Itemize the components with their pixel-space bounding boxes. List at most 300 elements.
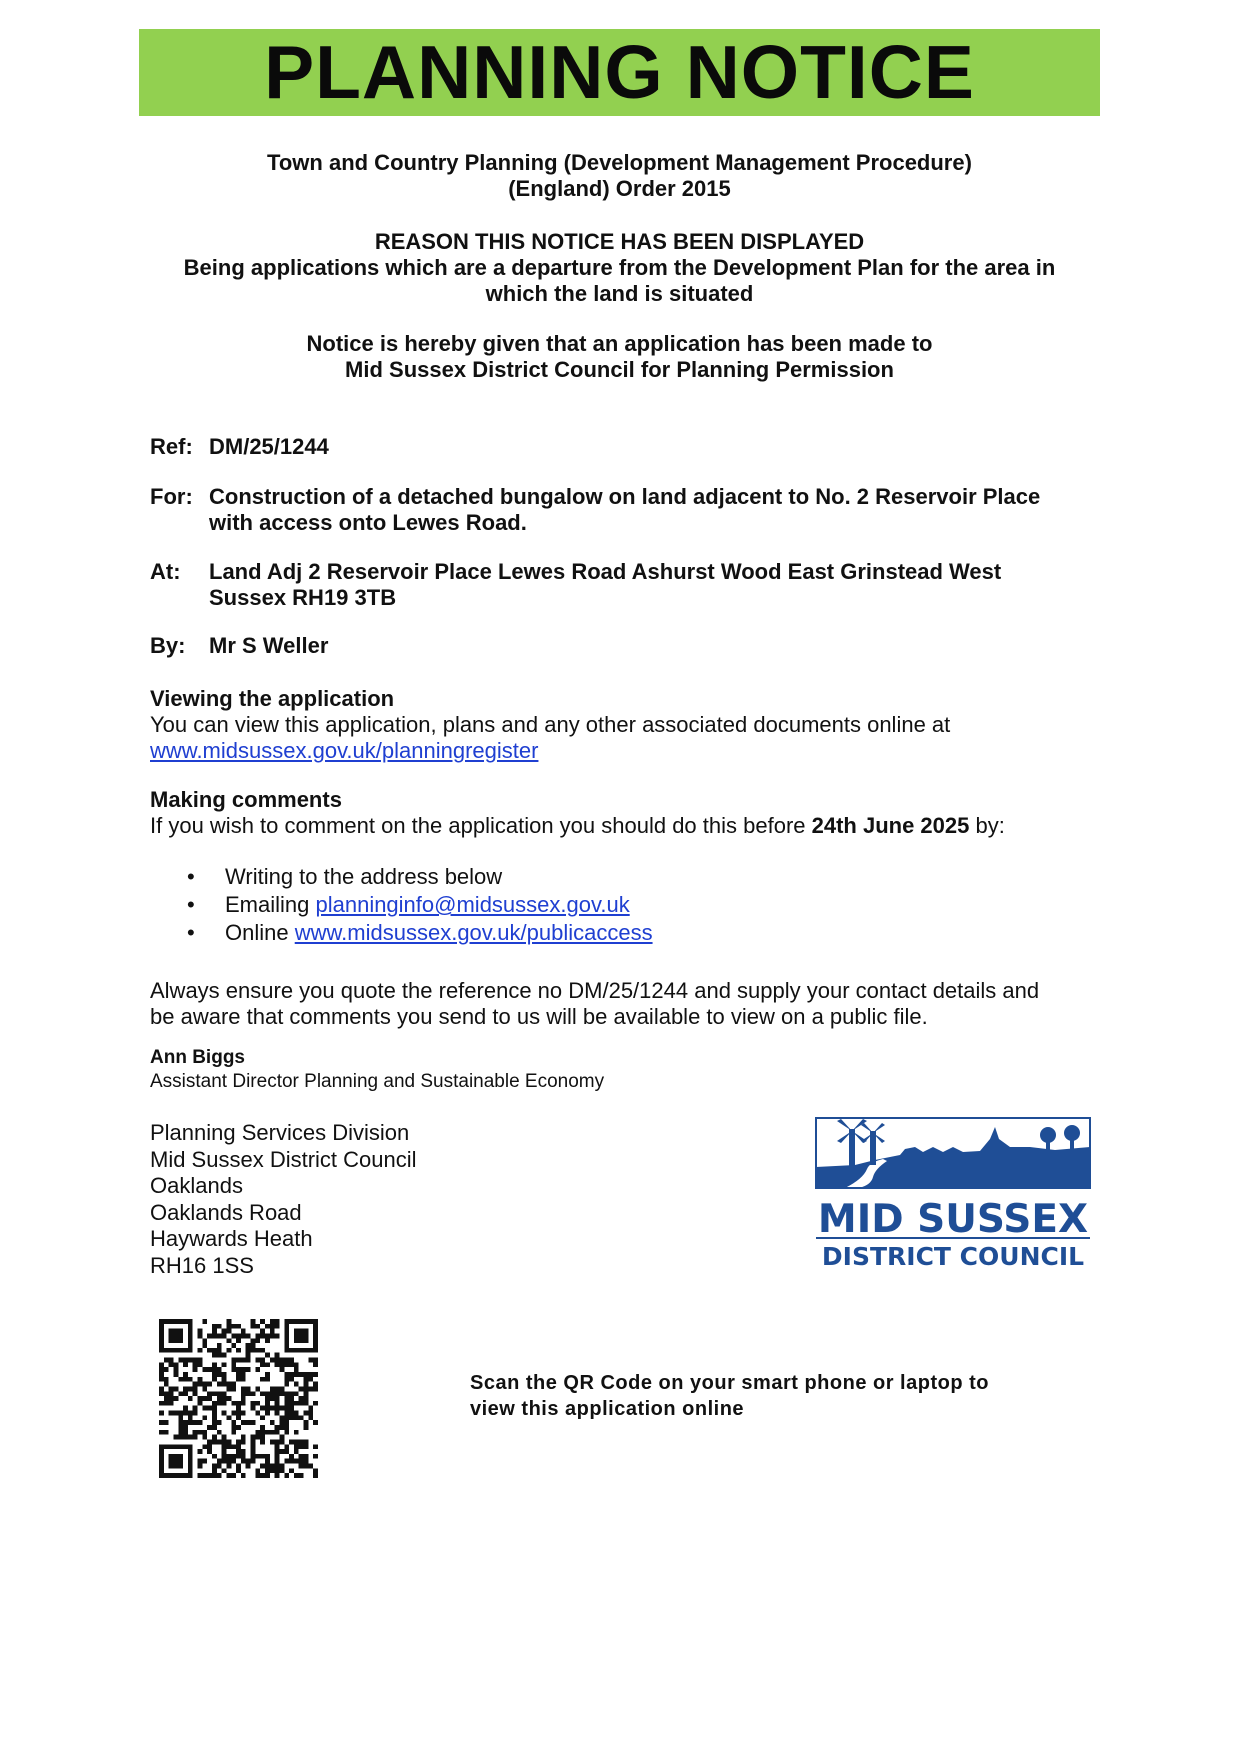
qr-module: [222, 1333, 227, 1338]
qr-module: [279, 1415, 284, 1420]
qr-module: [275, 1362, 280, 1367]
qr-module: [164, 1367, 169, 1372]
qr-module: [231, 1425, 236, 1430]
qr-module: [241, 1454, 246, 1459]
qr-module: [304, 1401, 309, 1406]
qr-module: [198, 1420, 203, 1425]
qr-module: [284, 1415, 289, 1420]
qr-module: [308, 1372, 313, 1377]
qr-module: [164, 1420, 169, 1425]
planning-register-link[interactable]: www.midsussex.gov.uk/planningregister: [150, 738, 539, 763]
qr-module: [275, 1468, 280, 1473]
qr-module: [265, 1353, 270, 1358]
qr-module: [241, 1329, 246, 1334]
address-line: Haywards Heath: [150, 1226, 313, 1251]
qr-module: [217, 1391, 222, 1396]
qr-module: [198, 1362, 203, 1367]
qr-module: [236, 1358, 241, 1363]
qr-module: [275, 1430, 280, 1435]
qr-module: [212, 1425, 217, 1430]
qr-module: [289, 1468, 294, 1473]
qr-module: [169, 1401, 174, 1406]
qr-module: [275, 1439, 280, 1444]
qr-module: [304, 1420, 309, 1425]
qr-module: [284, 1372, 289, 1377]
qr-module: [275, 1353, 280, 1358]
qr-module: [279, 1468, 284, 1473]
qr-module: [313, 1454, 318, 1459]
qr-module: [275, 1358, 280, 1363]
qr-module: [284, 1449, 289, 1454]
logo-line-2: DISTRICT COUNCIL: [821, 1242, 1085, 1269]
qr-module: [212, 1372, 217, 1377]
qr-module: [260, 1454, 265, 1459]
qr-module: [198, 1464, 203, 1469]
qr-module: [193, 1411, 198, 1416]
qr-module: [222, 1439, 227, 1444]
ref-value: DM/25/1244: [209, 434, 329, 459]
address-line: Oaklands Road: [150, 1199, 302, 1225]
qr-module: [304, 1396, 309, 1401]
qr-module: [284, 1391, 289, 1396]
qr-module: [275, 1396, 280, 1401]
reason-heading: REASON THIS NOTICE HAS BEEN DISPLAYED: [374, 229, 865, 254]
qr-module: [188, 1415, 193, 1420]
qr-module: [246, 1367, 251, 1372]
qr-module: [299, 1401, 304, 1406]
qr-module: [193, 1362, 198, 1367]
qr-module: [270, 1439, 275, 1444]
qr-module: [231, 1444, 236, 1449]
qr-module: [304, 1464, 309, 1469]
qr-module: [294, 1367, 299, 1372]
qr-module: [255, 1338, 260, 1343]
qr-module: [284, 1444, 289, 1449]
qr-module: [183, 1358, 188, 1363]
qr-module: [275, 1459, 280, 1464]
qr-module: [226, 1324, 231, 1329]
qr-module: [169, 1396, 174, 1401]
qr-module: [212, 1439, 217, 1444]
qr-module: [255, 1435, 260, 1440]
qr-module: [212, 1362, 217, 1367]
qr-module: [226, 1319, 231, 1324]
qr-module: [279, 1362, 284, 1367]
qr-module: [212, 1333, 217, 1338]
qr-module: [255, 1324, 260, 1329]
qr-module: [251, 1348, 256, 1353]
qr-module: [202, 1459, 207, 1464]
qr-module: [260, 1406, 265, 1411]
qr-module: [275, 1454, 280, 1459]
notice-line-1: Notice is hereby given that an application has been made to: [306, 331, 933, 356]
reason-line-1: Being applications which are a departure from the Development Plan for the area in: [183, 255, 1056, 280]
viewing-heading: Viewing the application: [150, 686, 395, 711]
qr-module: [255, 1333, 260, 1338]
qr-module: [265, 1372, 270, 1377]
qr-module: [222, 1468, 227, 1473]
qr-module: [164, 1377, 169, 1382]
qr-module: [202, 1430, 207, 1435]
qr-module: [222, 1362, 227, 1367]
qr-module: [226, 1415, 231, 1420]
qr-module: [308, 1358, 313, 1363]
qr-module: [207, 1396, 212, 1401]
qr-module: [207, 1449, 212, 1454]
qr-module: [299, 1473, 304, 1478]
qr-module: [265, 1430, 270, 1435]
qr-module: [304, 1454, 309, 1459]
qr-module: [222, 1435, 227, 1440]
qr-module: [231, 1362, 236, 1367]
qr-module: [159, 1430, 164, 1435]
qr-module: [265, 1338, 270, 1343]
qr-module: [246, 1420, 251, 1425]
qr-module: [217, 1343, 222, 1348]
bullet-text: Emailing: [225, 892, 316, 917]
qr-module: [198, 1396, 203, 1401]
qr-module: [260, 1358, 265, 1363]
qr-module: [255, 1411, 260, 1416]
reason-line-2: which the land is situated: [485, 281, 754, 306]
qr-module: [255, 1454, 260, 1459]
qr-module: [231, 1411, 236, 1416]
qr-module: [188, 1386, 193, 1391]
qr-module: [270, 1319, 275, 1324]
qr-module: [260, 1435, 265, 1440]
notice-title: PLANNING NOTICE: [264, 30, 975, 114]
qr-module: [222, 1459, 227, 1464]
qr-module: [236, 1372, 241, 1377]
qr-module: [260, 1430, 265, 1435]
qr-module: [217, 1367, 222, 1372]
qr-module: [241, 1420, 246, 1425]
qr-module: [289, 1391, 294, 1396]
email-link[interactable]: planninginfo@midsussex.gov.uk: [315, 892, 630, 917]
qr-module: [270, 1406, 275, 1411]
qr-module: [202, 1382, 207, 1387]
reminder-line-1: Always ensure you quote the reference no DM/25/1244 and supply your contact details and: [150, 978, 1040, 1003]
qr-module: [217, 1473, 222, 1478]
qr-module: [226, 1386, 231, 1391]
qr-module: [299, 1386, 304, 1391]
qr-module: [251, 1401, 256, 1406]
qr-module: [251, 1406, 256, 1411]
qr-module: [212, 1348, 217, 1353]
qr-module: [308, 1415, 313, 1420]
ref-row: [150, 434, 1080, 460]
qr-module: [231, 1358, 236, 1363]
qr-module: [236, 1401, 241, 1406]
qr-module: [222, 1372, 227, 1377]
qr-module: [304, 1444, 309, 1449]
qr-module: [226, 1464, 231, 1469]
qr-module: [222, 1382, 227, 1387]
qr-module: [294, 1444, 299, 1449]
qr-module: [212, 1464, 217, 1469]
legislation-line-2: (England) Order 2015: [508, 176, 731, 201]
qr-module: [212, 1406, 217, 1411]
comment-methods-list: [150, 863, 653, 947]
trees-icon: [1040, 1125, 1080, 1151]
qr-module: [308, 1377, 313, 1382]
qr-module: [275, 1386, 280, 1391]
qr-module: [313, 1420, 318, 1425]
qr-module: [246, 1391, 251, 1396]
public-access-link[interactable]: www.midsussex.gov.uk/publicaccess: [294, 920, 653, 945]
qr-module: [188, 1411, 193, 1416]
comments-heading: Making comments: [150, 787, 342, 812]
qr-module: [265, 1396, 270, 1401]
qr-module: [255, 1401, 260, 1406]
qr-module: [289, 1372, 294, 1377]
qr-module: [193, 1406, 198, 1411]
qr-module: [241, 1377, 246, 1382]
qr-module: [159, 1367, 164, 1372]
qr-module: [217, 1420, 222, 1425]
qr-module: [255, 1358, 260, 1363]
qr-module: [289, 1358, 294, 1363]
qr-module: [173, 1372, 178, 1377]
qr-module: [284, 1362, 289, 1367]
qr-module: [173, 1411, 178, 1416]
address-line: Oaklands: [150, 1173, 243, 1198]
at-label: At:: [150, 559, 181, 584]
qr-module: [183, 1406, 188, 1411]
qr-module: [289, 1401, 294, 1406]
qr-module: [222, 1401, 227, 1406]
qr-module: [198, 1333, 203, 1338]
address-line: RH16 1SS: [150, 1252, 254, 1278]
qr-module: [212, 1329, 217, 1334]
qr-module: [159, 1401, 164, 1406]
comments-text-after: by:: [969, 813, 1005, 838]
qr-module: [265, 1324, 270, 1329]
signature-block: [150, 1046, 604, 1094]
qr-module: [198, 1459, 203, 1464]
qr-module: [313, 1468, 318, 1473]
qr-module: [251, 1324, 256, 1329]
qr-module: [207, 1425, 212, 1430]
qr-module: [169, 1362, 174, 1367]
qr-module: [207, 1391, 212, 1396]
qr-module: [178, 1377, 183, 1382]
qr-module: [236, 1348, 241, 1353]
qr-module: [202, 1415, 207, 1420]
qr-module: [294, 1372, 299, 1377]
qr-module: [193, 1367, 198, 1372]
qr-module: [289, 1406, 294, 1411]
qr-module: [313, 1372, 318, 1377]
qr-module: [183, 1435, 188, 1440]
qr-module: [183, 1386, 188, 1391]
qr-module: [313, 1362, 318, 1367]
qr-module: [183, 1391, 188, 1396]
qr-module: [226, 1329, 231, 1334]
qr-module: [265, 1401, 270, 1406]
qr-module: [217, 1333, 222, 1338]
qr-module: [275, 1333, 280, 1338]
qr-module: [270, 1468, 275, 1473]
qr-module: [299, 1415, 304, 1420]
qr-module: [231, 1333, 236, 1338]
qr-module: [294, 1439, 299, 1444]
qr-module: [164, 1358, 169, 1363]
qr-module: [241, 1372, 246, 1377]
qr-module: [188, 1435, 193, 1440]
qr-module: [193, 1430, 198, 1435]
qr-module: [299, 1454, 304, 1459]
qr-module: [270, 1464, 275, 1469]
qr-module: [270, 1396, 275, 1401]
address-line: Mid Sussex District Council: [150, 1146, 417, 1172]
qr-module: [289, 1396, 294, 1401]
qr-module: [275, 1319, 280, 1324]
qr-module: [294, 1430, 299, 1435]
qr-module: [241, 1358, 246, 1363]
qr-module: [304, 1459, 309, 1464]
qr-module: [241, 1411, 246, 1416]
qr-module: [222, 1329, 227, 1334]
qr-module: [236, 1449, 241, 1454]
qr-module: [202, 1473, 207, 1478]
qr-module: [294, 1415, 299, 1420]
qr-module: [275, 1324, 280, 1329]
qr-module: [251, 1420, 256, 1425]
qr-module: [241, 1386, 246, 1391]
address-line: Planning Services Division: [150, 1120, 410, 1145]
qr-module: [193, 1382, 198, 1387]
qr-module: [284, 1420, 289, 1425]
qr-module: [207, 1367, 212, 1372]
qr-module: [217, 1464, 222, 1469]
qr-module: [289, 1454, 294, 1459]
viewing-text: You can view this application, plans and any other associated documents online at: [150, 712, 951, 737]
qr-module: [217, 1459, 222, 1464]
qr-module: [202, 1406, 207, 1411]
qr-module: [255, 1348, 260, 1353]
qr-module: [255, 1367, 260, 1372]
qr-module: [284, 1425, 289, 1430]
qr-module: [251, 1439, 256, 1444]
qr-module: [178, 1420, 183, 1425]
by-row: [150, 633, 1080, 659]
qr-module: [178, 1415, 183, 1420]
qr-module: [294, 1449, 299, 1454]
qr-module: [260, 1329, 265, 1334]
notice-banner: [139, 29, 1100, 116]
qr-module: [299, 1459, 304, 1464]
qr-module: [294, 1411, 299, 1416]
at-value: Land Adj 2 Reservoir Place Lewes Road Ashurst Wood East Grinstead West Sussex RH19 3TB: [209, 559, 1002, 610]
qr-module: [202, 1338, 207, 1343]
list-item: [150, 863, 653, 891]
qr-module: [260, 1425, 265, 1430]
viewing-section: [150, 686, 1090, 764]
qr-module: [188, 1377, 193, 1382]
qr-module: [241, 1401, 246, 1406]
qr-module: [241, 1439, 246, 1444]
legislation-line-1: Town and Country Planning (Development Management Procedure): [267, 150, 972, 175]
qr-module: [202, 1367, 207, 1372]
qr-module: [284, 1377, 289, 1382]
qr-module: [212, 1415, 217, 1420]
qr-module: [241, 1396, 246, 1401]
qr-module: [202, 1435, 207, 1440]
comments-deadline: 24th June 2025: [811, 813, 970, 838]
qr-module: [217, 1348, 222, 1353]
qr-module: [212, 1401, 217, 1406]
notice-line-2: Mid Sussex District Council for Planning Permission: [345, 357, 894, 382]
qr-module: [251, 1338, 256, 1343]
qr-module: [159, 1377, 164, 1382]
qr-module: [279, 1391, 284, 1396]
qr-module: [275, 1401, 280, 1406]
for-label: For:: [150, 484, 193, 509]
qr-module: [193, 1420, 198, 1425]
qr-module: [251, 1449, 256, 1454]
qr-module: [173, 1435, 178, 1440]
qr-module: [294, 1459, 299, 1464]
qr-module: [198, 1449, 203, 1454]
qr-module: [289, 1362, 294, 1367]
qr-module: [222, 1396, 227, 1401]
qr-module: [284, 1411, 289, 1416]
qr-module: [169, 1386, 174, 1391]
by-label: By:: [150, 633, 186, 658]
bullet-text: Online: [225, 920, 295, 945]
qr-instructions: [470, 1370, 1060, 1422]
qr-module: [246, 1464, 251, 1469]
qr-module: [246, 1343, 251, 1348]
qr-module: [164, 1382, 169, 1387]
mid-sussex-logo: [815, 1117, 1091, 1269]
qr-module: [217, 1324, 222, 1329]
qr-module: [236, 1406, 241, 1411]
qr-module: [207, 1439, 212, 1444]
qr-module: [284, 1396, 289, 1401]
qr-module: [236, 1439, 241, 1444]
qr-code[interactable]: [159, 1319, 318, 1478]
qr-module: [193, 1391, 198, 1396]
reference-reminder: [150, 978, 1090, 1030]
qr-module: [241, 1435, 246, 1440]
qr-module: [246, 1358, 251, 1363]
qr-module: [164, 1391, 169, 1396]
qr-module: [275, 1473, 280, 1478]
qr-module: [275, 1406, 280, 1411]
qr-module: [236, 1425, 241, 1430]
qr-module: [212, 1411, 217, 1416]
qr-module: [299, 1444, 304, 1449]
qr-module: [265, 1391, 270, 1396]
at-row: [150, 559, 1080, 611]
qr-module: [217, 1372, 222, 1377]
qr-module: [270, 1333, 275, 1338]
qr-module: [222, 1454, 227, 1459]
qr-module: [241, 1449, 246, 1454]
qr-module: [231, 1386, 236, 1391]
qr-module: [260, 1391, 265, 1396]
list-item: [150, 919, 653, 947]
qr-module: [251, 1459, 256, 1464]
qr-module: [289, 1459, 294, 1464]
qr-module: [299, 1464, 304, 1469]
qr-module: [188, 1396, 193, 1401]
qr-module: [212, 1377, 217, 1382]
reason-section: [139, 229, 1100, 307]
qr-module: [294, 1473, 299, 1478]
